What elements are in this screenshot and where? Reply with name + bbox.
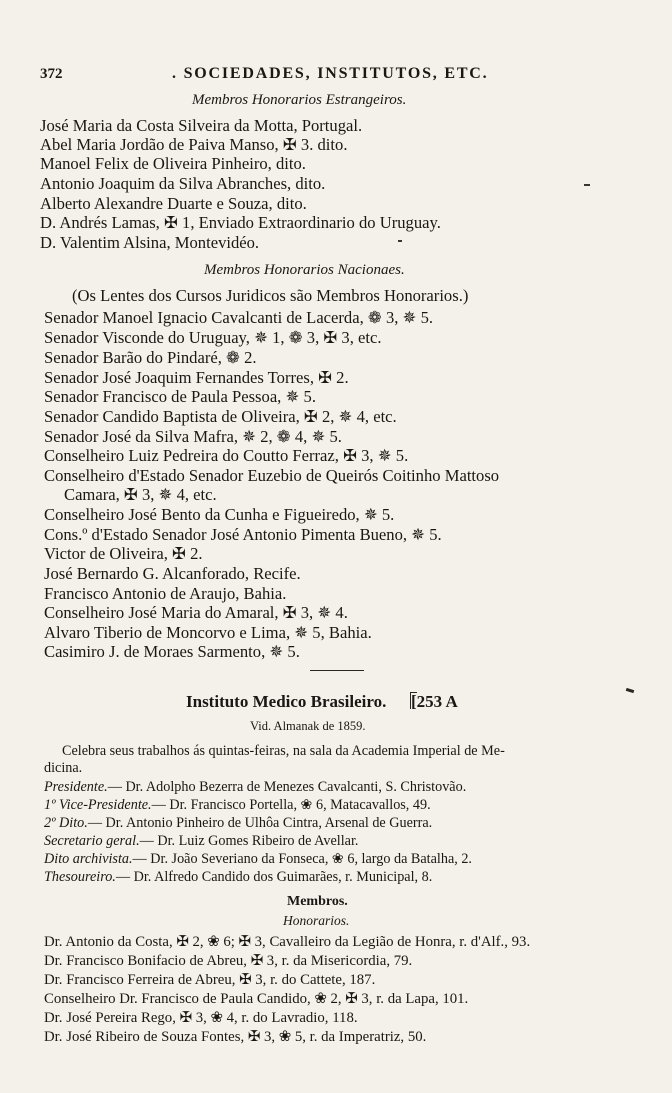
- national-member-entry: Senador Francisco de Paula Pessoa, ✵ 5.: [44, 387, 316, 406]
- national-member-entry-continued: Camara, ✠ 3, ✵ 4, etc.: [64, 485, 217, 504]
- national-member-note: (Os Lentes dos Cursos Juridicos são Membros Honorarios.): [72, 286, 469, 305]
- national-member-entry: Senador José da Silva Mafra, ✵ 2, ❁ 4, ✵ 5.: [44, 427, 342, 446]
- institute-member-entry: Conselheiro Dr. Francisco de Paula Candido, ❀ 2, ✠ 3, r. da Lapa, 101.: [44, 991, 469, 1007]
- foreign-member-entry: José Maria da Costa Silveira da Motta, Portugal.: [40, 116, 363, 135]
- officer-row: [44, 834, 358, 848]
- national-member-entry: Conselheiro José Bento da Cunha e Figueiredo, ✵ 5.: [44, 505, 395, 524]
- foreign-member-entry: Alberto Alexandre Duarte e Souza, dito.: [40, 194, 307, 213]
- national-member-entry: Senador Visconde do Uruguay, ✵ 1, ❁ 3, ✠ 3, etc.: [44, 328, 382, 347]
- national-member-entry: José Bernardo G. Alcanforado, Recife.: [44, 564, 301, 583]
- print-speck: [398, 240, 402, 242]
- members-heading: Membros.: [287, 894, 348, 909]
- institute-member-entry: Dr. José Pereira Rego, ✠ 3, ❀ 4, r. do Lavradio, 118.: [44, 1010, 358, 1026]
- institute-member-entry: Dr. Francisco Ferreira de Abreu, ✠ 3, r. do Cattete, 187.: [44, 972, 376, 988]
- foreign-member-entry: Antonio Joaquim da Silva Abranches, dito.: [40, 174, 326, 193]
- national-member-entry: Victor de Oliveira, ✠ 2.: [44, 544, 203, 563]
- officer-role: Secretario geral.: [44, 833, 140, 849]
- institute-member-entry: Dr. Francisco Bonifacio de Abreu, ✠ 3, r. da Misericordia, 79.: [44, 953, 413, 969]
- print-speck: [584, 184, 590, 186]
- national-member-entry: Senador José Joaquim Fernandes Torres, ✠ 2.: [44, 368, 349, 387]
- officer-row: [44, 870, 432, 884]
- institute-member-entry: Dr. José Ribeiro de Souza Fontes, ✠ 3, ❀ 5, r. da Imperatriz, 50.: [44, 1029, 427, 1045]
- officer-row: [44, 852, 472, 866]
- national-member-entry: Francisco Antonio de Araujo, Bahia.: [44, 584, 287, 603]
- officer-role: Dito archivista.: [44, 851, 133, 867]
- national-member-entry: Senador Candido Baptista de Oliveira, ✠ 2, ✵ 4, etc.: [44, 407, 397, 426]
- officer-name: — Dr. Adolpho Bezerra de Menezes Cavalcanti, S. Christovão.: [107, 779, 467, 795]
- section-heading-national: Membros Honorarios Nacionaes.: [204, 262, 405, 278]
- officer-role: 1º Vice-Presidente.: [44, 797, 152, 813]
- officer-name: — Dr. Luiz Gomes Ribeiro de Avellar.: [139, 833, 359, 849]
- officer-row: [44, 816, 432, 830]
- page-number: 372: [40, 66, 63, 82]
- foreign-member-entry: D. Andrés Lamas, ✠ 1, Enviado Extraordinario do Uruguay.: [40, 213, 441, 232]
- national-member-entry: Conselheiro Luiz Pedreira do Coutto Ferraz, ✠ 3, ✵ 5.: [44, 446, 409, 465]
- officer-name: — Dr. Francisco Portella, ❀ 6, Matacavallos, 49.: [151, 797, 431, 813]
- officer-role: Thesoureiro.: [44, 869, 116, 885]
- national-member-entry: Casimiro J. de Moraes Sarmento, ✵ 5.: [44, 642, 300, 661]
- running-head: . SOCIEDADES, INSTITUTOS, ETC.: [172, 65, 489, 82]
- section-divider: [310, 670, 364, 671]
- institute-description-line: Celebra seus trabalhos ás quintas-feiras, na sala da Academia Imperial de Me-: [62, 743, 505, 759]
- foreign-member-entry: D. Valentim Alsina, Montevidéo.: [40, 233, 260, 252]
- officer-role: 2º Dito.: [44, 815, 88, 831]
- national-member-entry: Conselheiro José Maria do Amaral, ✠ 3, ✵ 4.: [44, 603, 348, 622]
- institute-member-entry: Dr. Antonio da Costa, ✠ 2, ❀ 6; ✠ 3, Cavalleiro da Legião de Honra, r. d'Alf., 93.: [44, 934, 531, 950]
- section-heading-foreign: Membros Honorarios Estrangeiros.: [192, 92, 407, 108]
- margin-mark: [626, 688, 635, 693]
- national-member-entry: Conselheiro d'Estado Senador Euzebio de Queirós Coitinho Mattoso: [44, 466, 500, 485]
- national-member-entry: Alvaro Tiberio de Moncorvo e Lima, ✵ 5, Bahia.: [44, 623, 372, 642]
- officer-name: — Dr. Antonio Pinheiro de Ulhôa Cintra, Arsenal de Guerra.: [87, 815, 433, 831]
- officer-name: — Dr. Alfredo Candido dos Guimarães, r. Municipal, 8.: [115, 869, 433, 885]
- officer-row: [44, 780, 466, 794]
- institute-reference: [253 A: [411, 692, 458, 711]
- institute-description-line: dicina.: [44, 760, 83, 776]
- foreign-member-entry: Abel Maria Jordão de Paiva Manso, ✠ 3. dito.: [40, 135, 348, 154]
- national-member-entry: Senador Barão do Pindaré, ❁ 2.: [44, 348, 257, 367]
- officer-role: Presidente.: [44, 779, 108, 795]
- institute-vid-note: Vid. Almanak de 1859.: [250, 719, 366, 733]
- institute-title: Instituto Medico Brasileiro.: [186, 692, 387, 711]
- national-member-entry: Senador Manoel Ignacio Cavalcanti de Lacerda, ❁ 3, ✵ 5.: [44, 308, 434, 327]
- foreign-member-entry: Manoel Felix de Oliveira Pinheiro, dito.: [40, 154, 306, 173]
- officer-row: [44, 798, 431, 812]
- national-member-entry: Cons.º d'Estado Senador José Antonio Pimenta Bueno, ✵ 5.: [44, 525, 442, 544]
- honorary-heading: Honorarios.: [283, 913, 350, 928]
- officer-name: — Dr. João Severiano da Fonseca, ❀ 6, largo da Batalha, 2.: [132, 851, 472, 867]
